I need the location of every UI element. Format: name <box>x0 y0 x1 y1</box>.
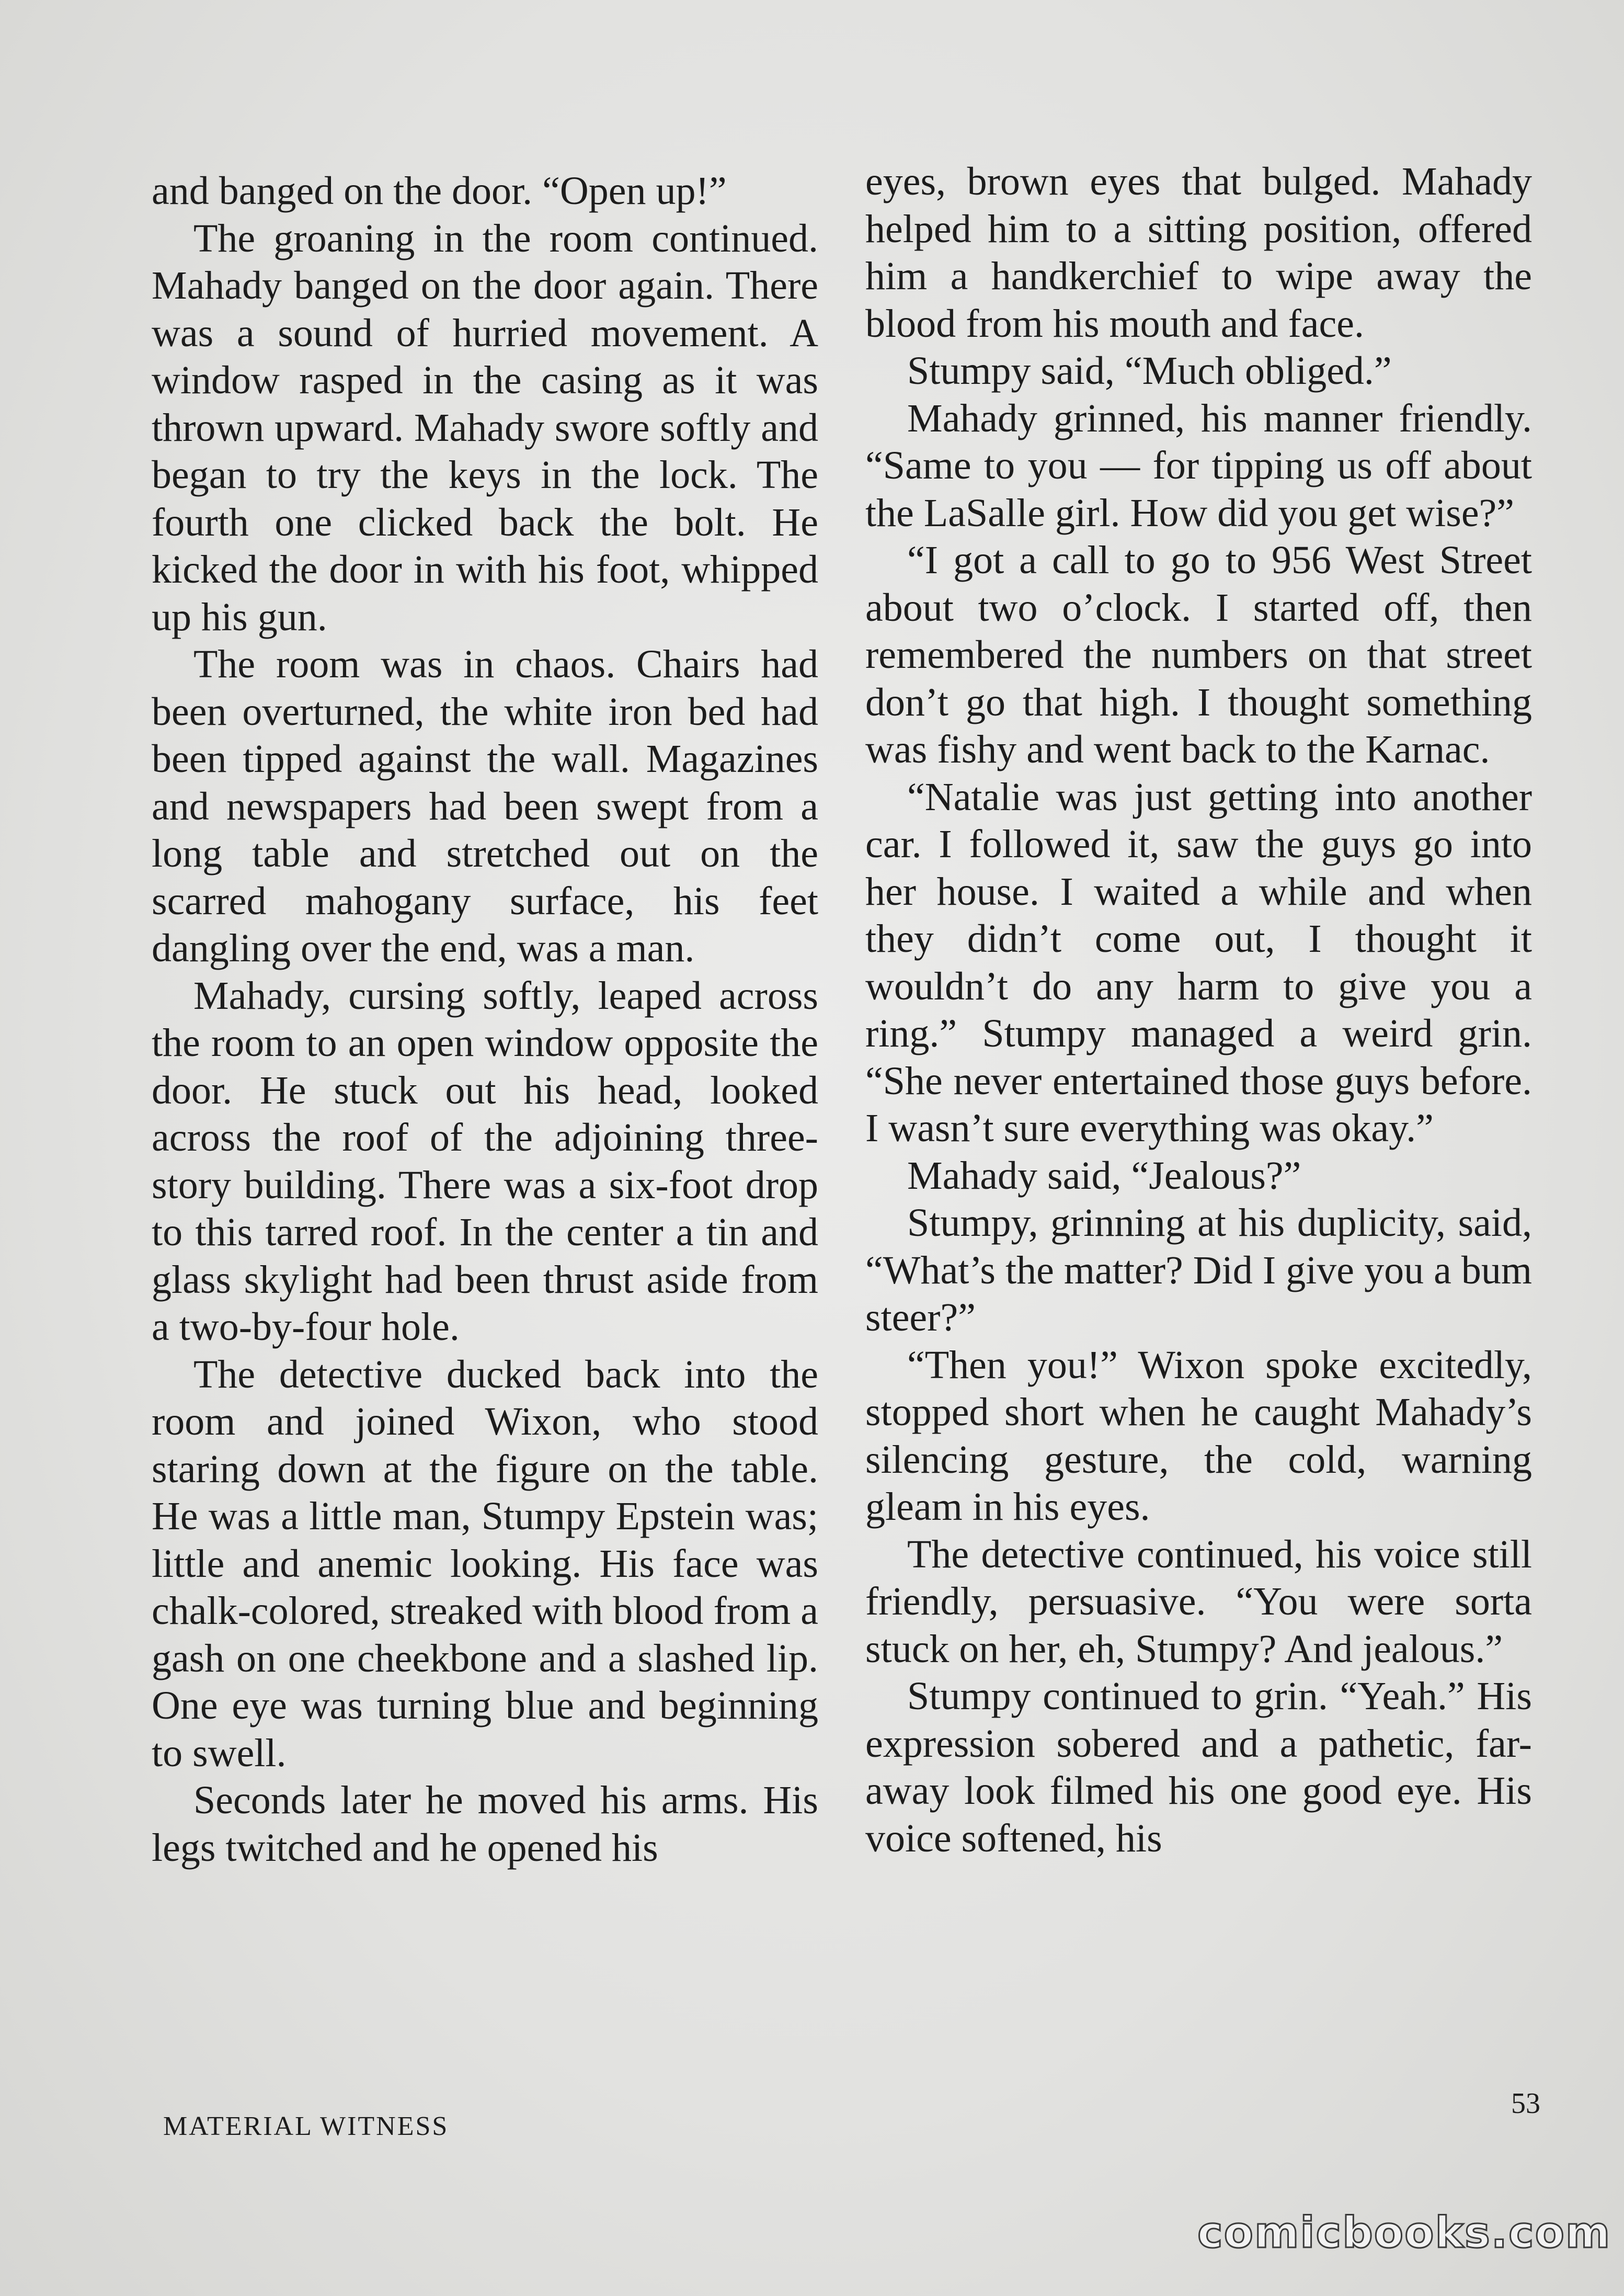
right-text-column <box>865 158 1532 1862</box>
paragraph: The detective continued, his voice still friendly, persuasive. “You were sorta stuck on her, eh, Stumpy? And jealous.” <box>865 1532 1532 1671</box>
left-text-column <box>152 167 818 1871</box>
page-number: 53 <box>1511 2087 1540 2120</box>
watermark: comicbooks.com <box>1197 2208 1611 2258</box>
paragraph: Stumpy continued to grin. “Yeah.” His expression sobered and a pathetic, far-away look filmed his one good eye. His voice softened, his <box>865 1674 1532 1860</box>
paragraph: Seconds later he moved his arms. His legs twitched and he opened his <box>152 1778 818 1870</box>
paragraph: Stumpy said, “Much obliged.” <box>907 349 1392 393</box>
paragraph: Mahady grinned, his manner friendly. “Same to you — for tipping us off about the LaSalle girl. How did you get wise?” <box>865 396 1532 535</box>
paragraph: “Then you!” Wixon spoke excitedly, stopped short when he caught Mahady’s silencing gesture, the cold, warning gleam in his eyes. <box>865 1343 1532 1529</box>
paragraph: Mahady, cursing softly, leaped across the room to an open window opposite the door. He stuck out his head, looked across the roof of the adjoining three-story building. There was a six-foot drop to this tarred roof. In the center a tin and glass skylight had been thrust aside from a two-by-four hole. <box>152 973 818 1349</box>
paragraph: eyes, brown eyes that bulged. Mahady helped him to a sitting position, offered him a handkerchief to wipe away the blood from his mouth and face. <box>865 160 1532 346</box>
paragraph: The detective ducked back into the room and joined Wixon, who stood staring down at the figure on the table. He was a little man, Stumpy Epstein was; little and anemic looking. His face was chalk-colored, streaked with blood from a gash on one cheekbone and a slashed lip. One eye was turning blue and beginning to swell. <box>152 1352 818 1775</box>
running-footer-title: MATERIAL WITNESS <box>163 2111 449 2141</box>
paragraph: “I got a call to go to 956 West Street about two o’clock. I started off, then remembered the numbers on that street don’t go that high. I thought something was fishy and went back to the Karnac. <box>865 538 1532 771</box>
paragraph: Stumpy, grinning at his duplicity, said, “What’s the matter? Did I give you a bum steer?” <box>865 1201 1532 1339</box>
paragraph: “Natalie was just getting into another car. I followed it, saw the guys go into her house. I waited a while and when they didn’t come out, I thought it wouldn’t do any harm to give you a ring.” Stumpy managed a weird grin. “She never entertained those guys before. I wasn’t sure everything was okay.” <box>865 775 1532 1150</box>
paragraph: The groaning in the room continued. Mahady banged on the door again. There was a sound of hurried movement. A window rasped in the casing as it was thrown upward. Mahady swore softly and began to try the keys in the lock. The fourth one clicked back the bolt. He kicked the door in with his foot, whipped up his gun. <box>152 216 818 639</box>
paragraph: and banged on the door. “Open up!” <box>152 169 727 213</box>
paragraph: Mahady said, “Jealous?” <box>907 1153 1301 1198</box>
paragraph: The room was in chaos. Chairs had been overturned, the white iron bed had been tipped against the wall. Magazines and newspapers had been swept from a long table and stretched out on the scarred mahogany surface, his feet dangling over the end, was a man. <box>152 642 818 970</box>
